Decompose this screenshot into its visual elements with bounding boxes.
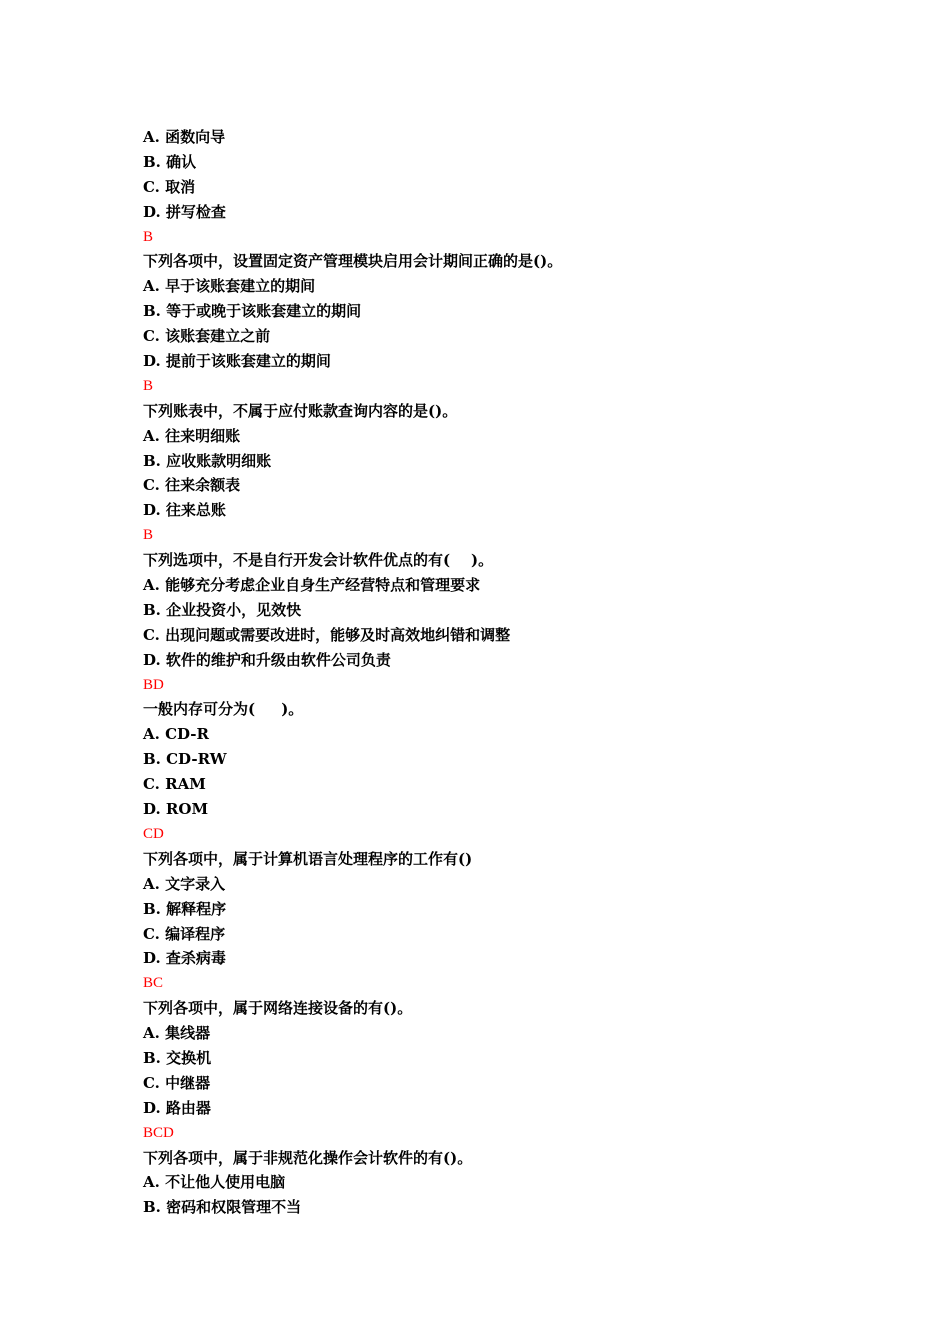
option-line: C. 取消: [143, 177, 196, 196]
option-line: D. 提前于该账套建立的期间: [143, 352, 331, 371]
option-line: A. CD-R: [143, 725, 209, 744]
option-line: D. ROM: [143, 800, 209, 819]
option-line: B. 交换机: [143, 1048, 212, 1067]
option-line: D. 路由器: [143, 1098, 211, 1117]
option-line: B. 应收账款明细账: [143, 451, 272, 470]
answer-key: B: [143, 377, 154, 394]
option-line: A. 往来明细账: [143, 426, 241, 445]
question-text: 下列各项中，属于网络连接设备的有()。: [143, 999, 413, 1018]
question-text: 下列账表中，不属于应付账款查询内容的是()。: [143, 401, 458, 420]
option-line: A. 能够充分考虑企业自身生产经营特点和管理要求: [143, 576, 481, 595]
option-line: D. 查杀病毒: [143, 949, 226, 968]
answer-key: BCD: [143, 1124, 174, 1141]
question-text: 一般内存可分为( )。: [143, 700, 304, 719]
option-line: C. 编译程序: [143, 924, 226, 943]
answer-key: BC: [143, 975, 164, 992]
option-line: C. RAM: [143, 775, 206, 794]
question-text: 下列选项中，不是自行开发会计软件优点的有( )。: [143, 551, 494, 570]
question-text: 下列各项中，属于计算机语言处理程序的工作有(): [143, 849, 473, 868]
option-line: B. CD-RW: [143, 750, 227, 769]
question-text: 下列各项中，设置固定资产管理模块启用会计期间正确的是()。: [143, 252, 563, 271]
answer-key: CD: [143, 825, 164, 842]
option-line: B. 企业投资小，见效快: [143, 600, 302, 619]
option-line: D. 软件的维护和升级由软件公司负责: [143, 650, 391, 669]
option-line: C. 中继器: [143, 1073, 211, 1092]
option-line: A. 文字录入: [143, 874, 226, 893]
option-line: C. 该账套建立之前: [143, 327, 271, 346]
answer-key: B: [143, 228, 154, 245]
option-line: C. 出现问题或需要改进时，能够及时高效地纠错和调整: [143, 625, 511, 644]
option-line: D. 拼写检查: [143, 202, 226, 221]
answer-key: B: [143, 527, 154, 544]
question-text: 下列各项中，属于非规范化操作会计软件的有()。: [143, 1148, 473, 1167]
option-line: B. 确认: [143, 152, 197, 171]
option-line: A. 不让他人使用电脑: [143, 1173, 286, 1192]
document-content: [143, 125, 843, 1220]
option-line: B. 密码和权限管理不当: [143, 1198, 302, 1217]
answer-key: BD: [143, 676, 164, 693]
option-line: D. 往来总账: [143, 501, 226, 520]
option-line: B. 解释程序: [143, 899, 227, 918]
option-line: A. 集线器: [143, 1024, 211, 1043]
option-line: A. 函数向导: [143, 128, 226, 146]
option-line: C. 往来余额表: [143, 476, 241, 495]
option-line: A. 早于该账套建立的期间: [143, 277, 316, 296]
option-line: B. 等于或晚于该账套建立的期间: [143, 302, 362, 321]
